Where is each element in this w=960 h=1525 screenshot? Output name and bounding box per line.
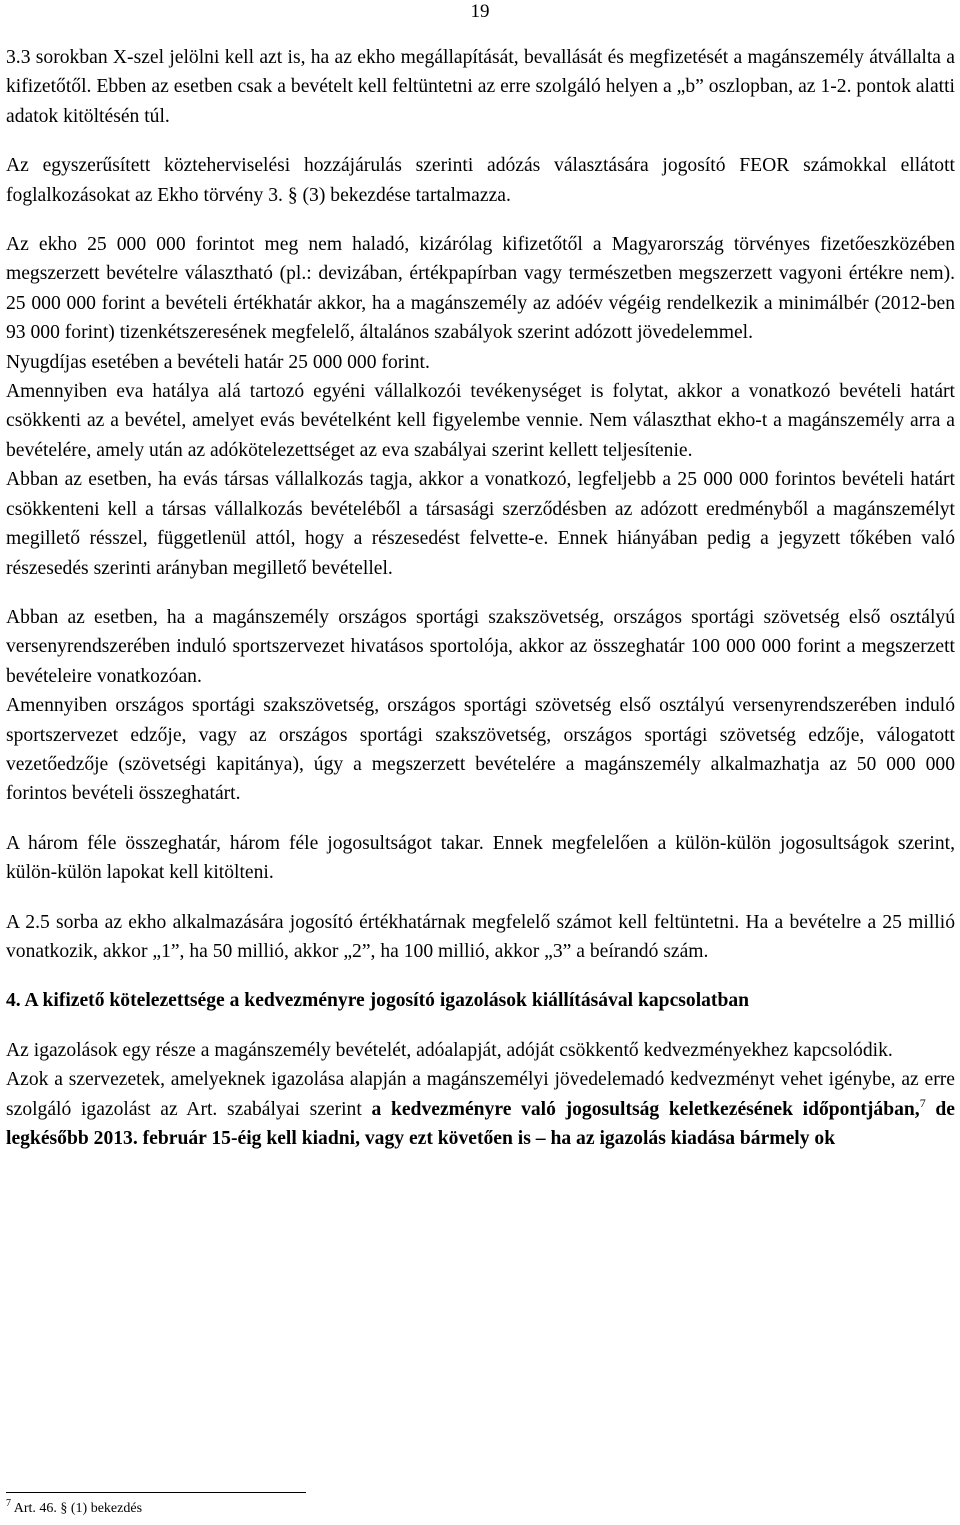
footnote-number: 7 — [6, 1498, 11, 1509]
paragraph-three-thresholds: A három féle összeghatár, három féle jogosultságot takar. Ennek megfelelően a külön-külön jogosultságok szerint, külön-külön lapokat kell kitölteni. — [6, 832, 955, 884]
paragraph-pensioner-limit: Nyugdíjas esetében a bevételi határ 25 000 000 forint. — [6, 351, 430, 373]
paragraph-certificates: Az igazolások egy része a magánszemély bevételét, adóalapját, adóját csökkentő kedvezményekhez kapcsolódik. — [6, 1039, 893, 1061]
footnote — [6, 1500, 142, 1518]
paragraph-ekho-limit: Az ekho 25 000 000 forintot meg nem haladó, kizárólag kifizetőtől a Magyarország törvényes fizetőeszközében megszerzett bevételre választható (pl.: devizában, értékpapírban vagy természetben megszerzett vagyoni értékre nem). 25 000 000 forint a bevételi értékhatár akkor, ha a magánszemély az adóév végéig rendelkezik a minimálbér (2012-ben 93 000 forint) tizenkétszeresének megfelelő, általános szabályok szerint adózott jövedelemmel. — [6, 234, 955, 344]
paragraph-feor-numbers: Az egyszerűsített közteherviselési hozzájárulás szerinti adózás választására jogosító FEOR számokkal ellátott foglalkozásokat az Ekho törvény 3. § (3) bekezdése tartalmazza. — [6, 155, 955, 206]
page-number: 19 — [470, 1, 490, 22]
section-heading-4: 4. A kifizető kötelezettsége a kedvezményre jogosító igazolások kiállításával kapcsolatban — [6, 990, 750, 1012]
paragraph-professional-athlete: Abban az esetben, ha a magánszemély országos sportági szakszövetség, országos sportági szövetség első osztályú versenyrendszerében induló sportszervezet hivatásos sportolója, akkor az összeghatár 100 000 000 forint a megszerzett bevételeire vonatkozóan. — [6, 606, 955, 687]
paragraph-row-2-5: A 2.5 sorba az ekho alkalmazására jogosító értékhatárnak megfelelő számot kell feltüntetni. Ha a bevételre a 25 millió vonatkozik, akkor „1”, ha 50 millió, akkor „2”, ha 100 millió, akkor „3” a beírandó szám. — [6, 911, 955, 962]
paragraph-organizations — [6, 1065, 955, 1153]
organizations-bold-deadline: a kedvezményre való jogosultság keletkezésének időpontjában, — [371, 1098, 920, 1120]
footnote-reference: 7 — [919, 1095, 926, 1110]
document-body — [6, 43, 955, 1153]
footnote-divider — [6, 1492, 306, 1493]
paragraph-eva-individual: Amennyiben eva hatálya alá tartozó egyéni vállalkozói tevékenységet is folytat, akkor a vonatkozó bevételi határt csökkenti az a bevétel, amelyet evás bevételként kell figyelembe vennie. Nem választhat ekho-t a magánszemély arra a bevételére, amely után az adókötelezettséget az eva szabályai szerint kellett teljesítenie. — [6, 381, 955, 461]
paragraph-eva-company: Abban az esetben, ha evás társas vállalkozás tagja, akkor a vonatkozó, legfeljebb a 25 000 000 forintos bevételi határt csökkenteni kell a társas vállalkozás bevételéből a társasági szerződésben az adózott eredményből a magánszemélyt megillető résszel, függetlenül attól, hogy a részesedést felvette-e. Ennek hiányában pedig a jegyzett tőkében való részesedés szerinti arányban megillető bevétellel. — [6, 469, 955, 579]
paragraph-coach: Amennyiben országos sportági szakszövetség, országos sportági szövetség első osztályú versenyrendszerében induló sportszervezet edzője, vagy az országos sportági szakszövetség, országos sportági szövetség edzője, válogatott vezetőedzője (szövetségi kapitánya), úgy a megszerzett bevételére a magánszemély alkalmazhatja az 50 000 000 forintos bevételi összeghatárt. — [6, 695, 955, 805]
paragraph-3-3-rows: 3.3 sorokban X-szel jelölni kell azt is, ha az ekho megállapítását, bevallását és megfizetését a magánszemély átvállalta a kifizetőtől. Ebben az esetben csak a bevételt kell feltüntetni az erre szolgáló helyen a „b” oszlopban, az 1-2. pontok alatti adatok kitöltésén túl. — [6, 47, 955, 127]
organizations-text: Azok a szervezetek, amelyeknek igazolása alapján a magánszemélyi jövedelemadó kedvezményt vehet igénybe, az erre szolgáló igazolást az Art. szabályai szerint — [6, 1069, 955, 1120]
footnote-text: Art. 46. § (1) bekezdés — [11, 1501, 143, 1516]
organizations-bold-deadline-continued: de legkésőbb 2013. február 15-éig kell kiadni, vagy ezt követően is – ha az igazolás kiadása bármely ok — [6, 1098, 955, 1149]
